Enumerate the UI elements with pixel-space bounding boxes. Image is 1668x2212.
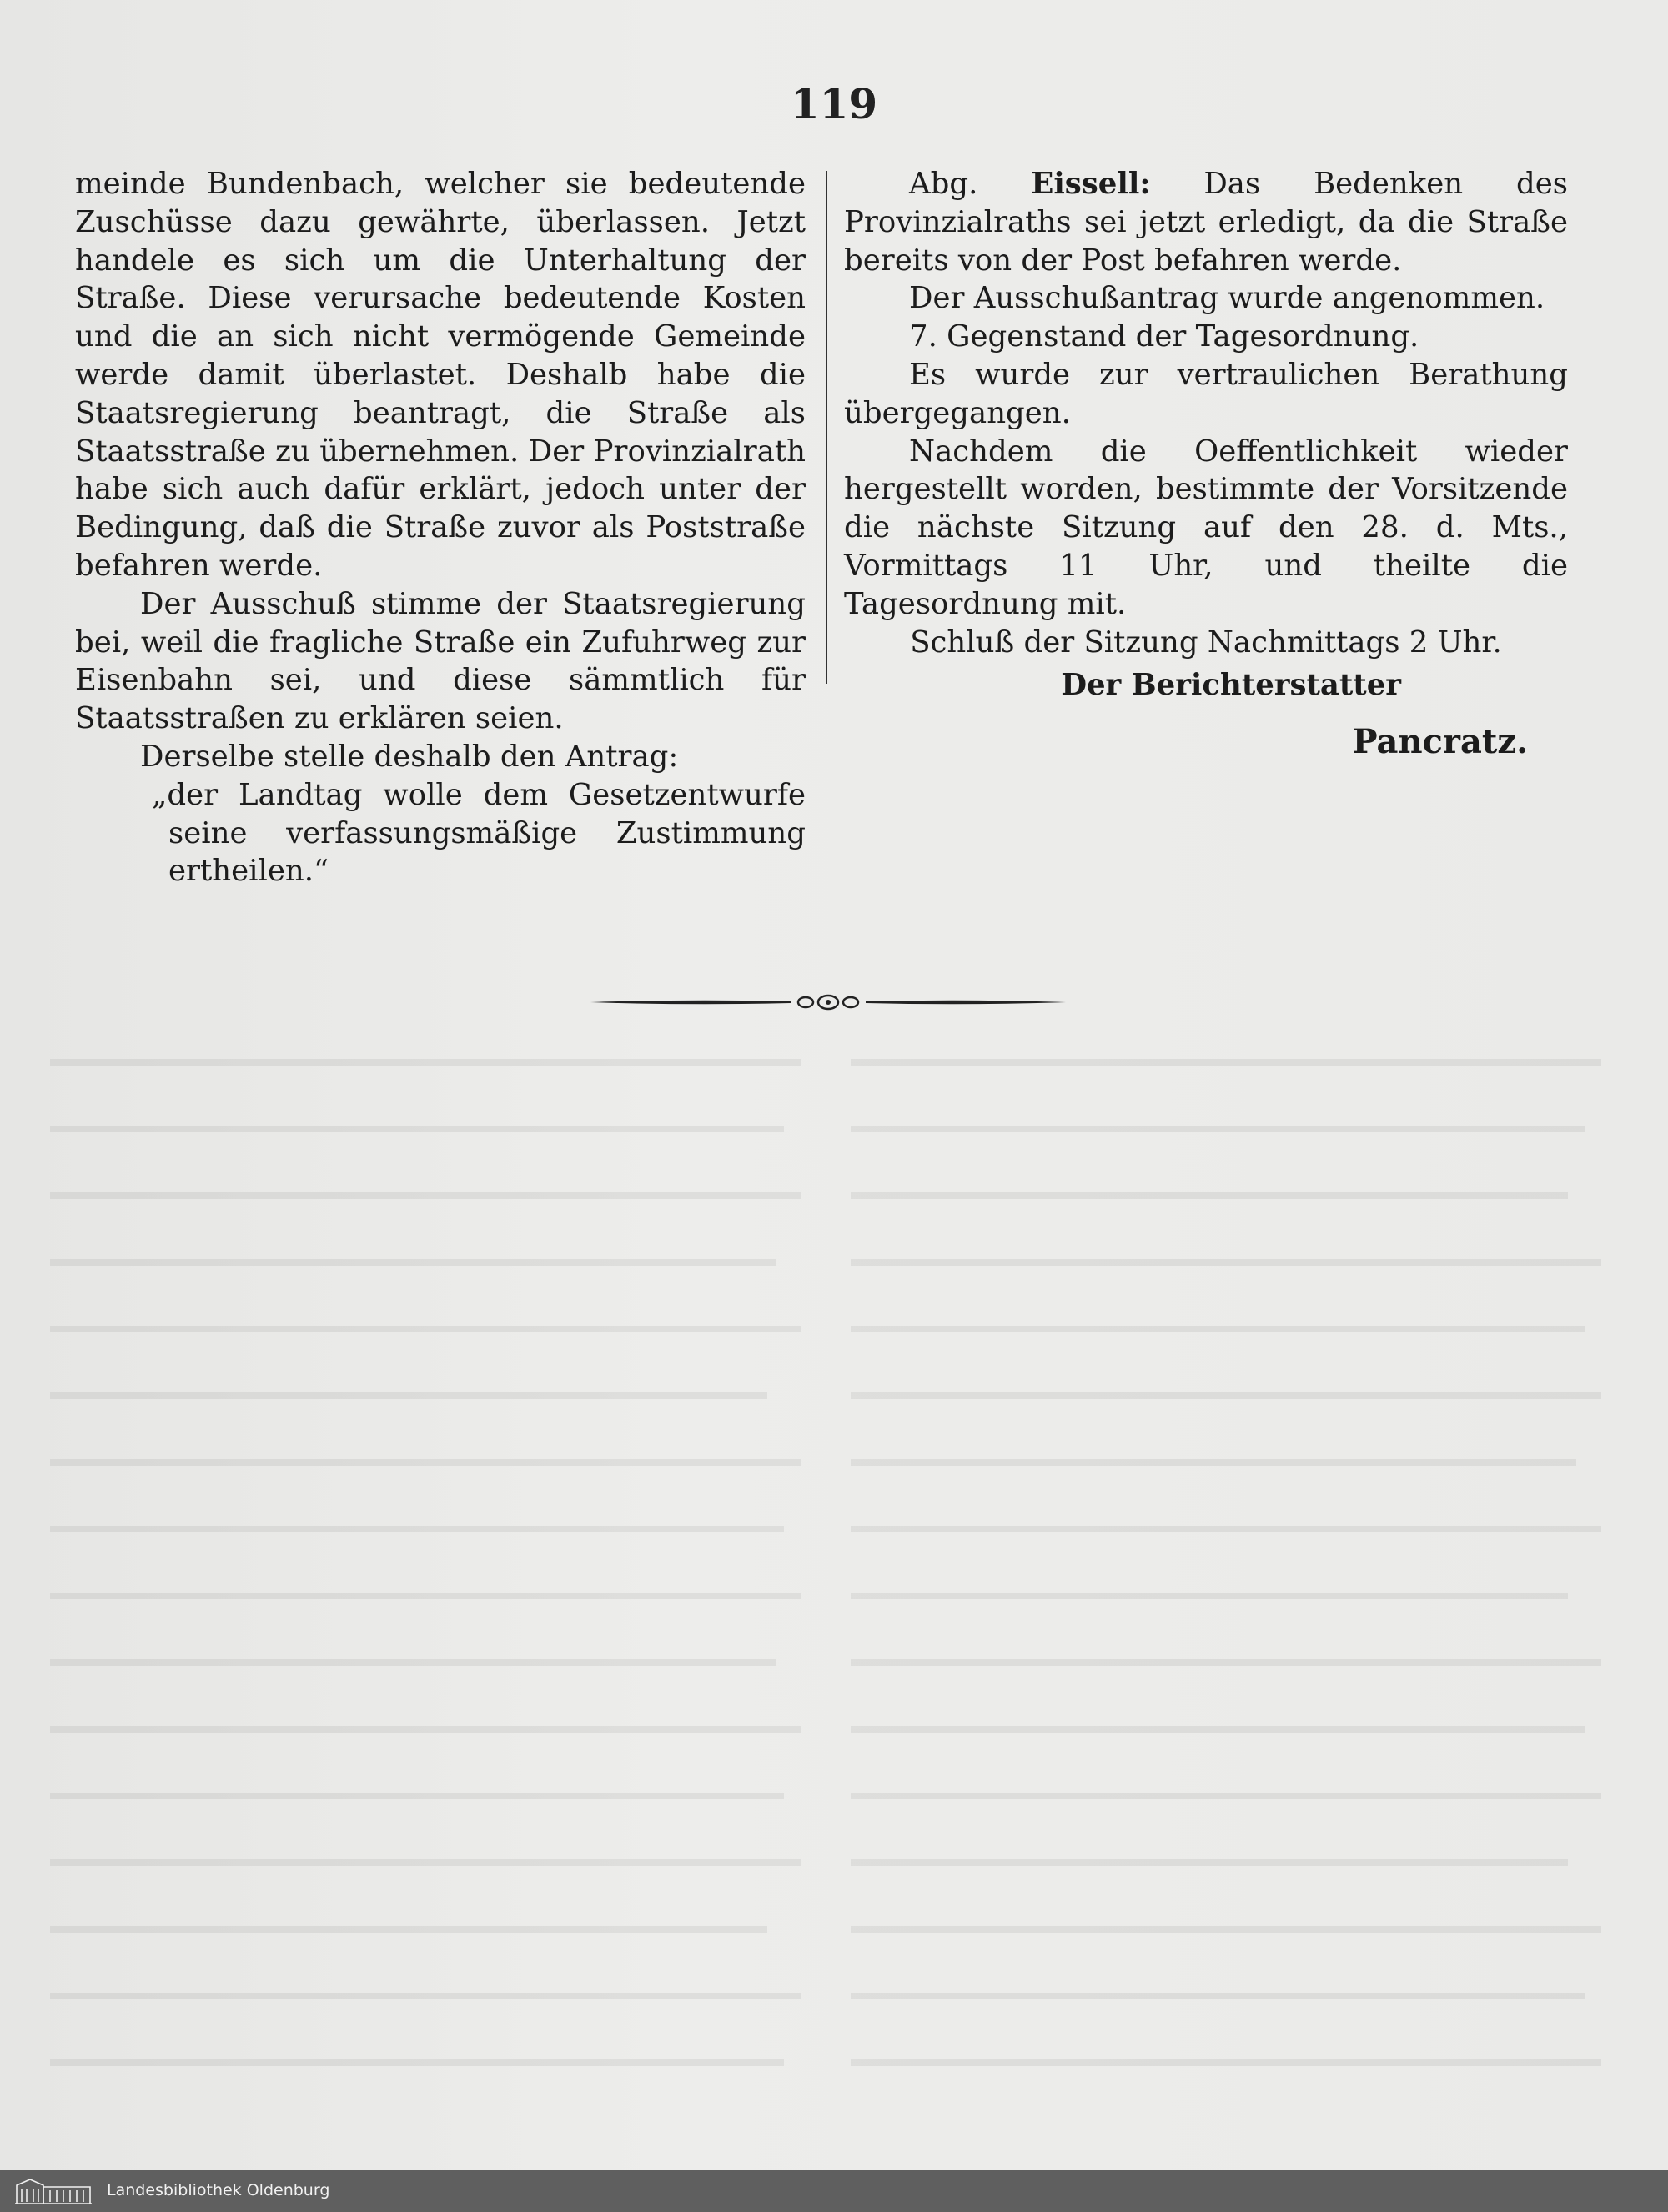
library-name: Landesbibliothek Oldenburg <box>107 2181 330 2199</box>
reporter-signature: Pancratz. <box>1352 722 1528 762</box>
speaker-paragraph <box>844 165 1568 279</box>
paragraph: Nachdem die Oeffentlichkeit wieder hergestellt worden, bestimmte der Vorsitzende die nächste Sitzung auf den 28. d. Mts., Vormittags 11 Uhr, und theilte die Tagesordnung mit. <box>844 434 1568 621</box>
footer-bar <box>0 2170 1668 2212</box>
paragraph: Der Ausschußantrag wurde angenommen. <box>909 281 1545 316</box>
ornament-divider <box>590 987 1066 1017</box>
paragraph: Es wurde zur vertraulichen Berathung übergegangen. <box>844 357 1568 430</box>
right-column <box>844 165 1568 761</box>
left-column <box>75 165 806 890</box>
reporter-title: Der Berichterstatter <box>1061 668 1401 703</box>
paragraph: meinde Bundenbach, welcher sie bedeutende Zuschüsse dazu gewährte, überlassen. Jetzt handele es sich um die Unterhaltung der Straße. Diese verursache bedeutende Kosten und die an sich nicht vermögende Gemeinde werde damit überlastet. Deshalb habe die Staatsregierung beantragt, die Straße als Staatsstraße zu übernehmen. Der Provinzialrath habe sich auch dafür erklärt, jedoch unter der Bedingung, daß die Straße zuvor als Poststraße befahren werde. <box>75 167 806 583</box>
paragraph: Derselbe stelle deshalb den Antrag: <box>140 739 679 774</box>
agenda-item: 7. Gegenstand der Tagesordnung. <box>909 319 1419 354</box>
library-building-icon <box>13 2177 93 2205</box>
session-close: Schluß der Sitzung Nachmittags 2 Uhr. <box>910 624 1502 660</box>
speaker-text: Das Bedenken des Provinzialraths sei jetzt erledigt, da die Straße bereits von der Post befahren werde. <box>844 167 1568 278</box>
speaker-name: Eissell: <box>1031 167 1151 201</box>
motion-quote: „der Landtag wolle dem Gesetzentwurfe seine verfassungsmäßige Zustimmung ertheilen.“ <box>152 777 806 889</box>
bleed-through-text <box>50 1059 1618 2143</box>
speaker-prefix: Abg. <box>909 167 1032 201</box>
column-divider <box>826 171 827 684</box>
paragraph: Der Ausschuß stimme der Staatsregierung bei, weil die fragliche Straße ein Zufuhrweg zur Eisenbahn sei, und diese sämmtlich für Staatsstraßen zu erklären seien. <box>75 586 806 736</box>
page-number: 119 <box>790 79 878 128</box>
